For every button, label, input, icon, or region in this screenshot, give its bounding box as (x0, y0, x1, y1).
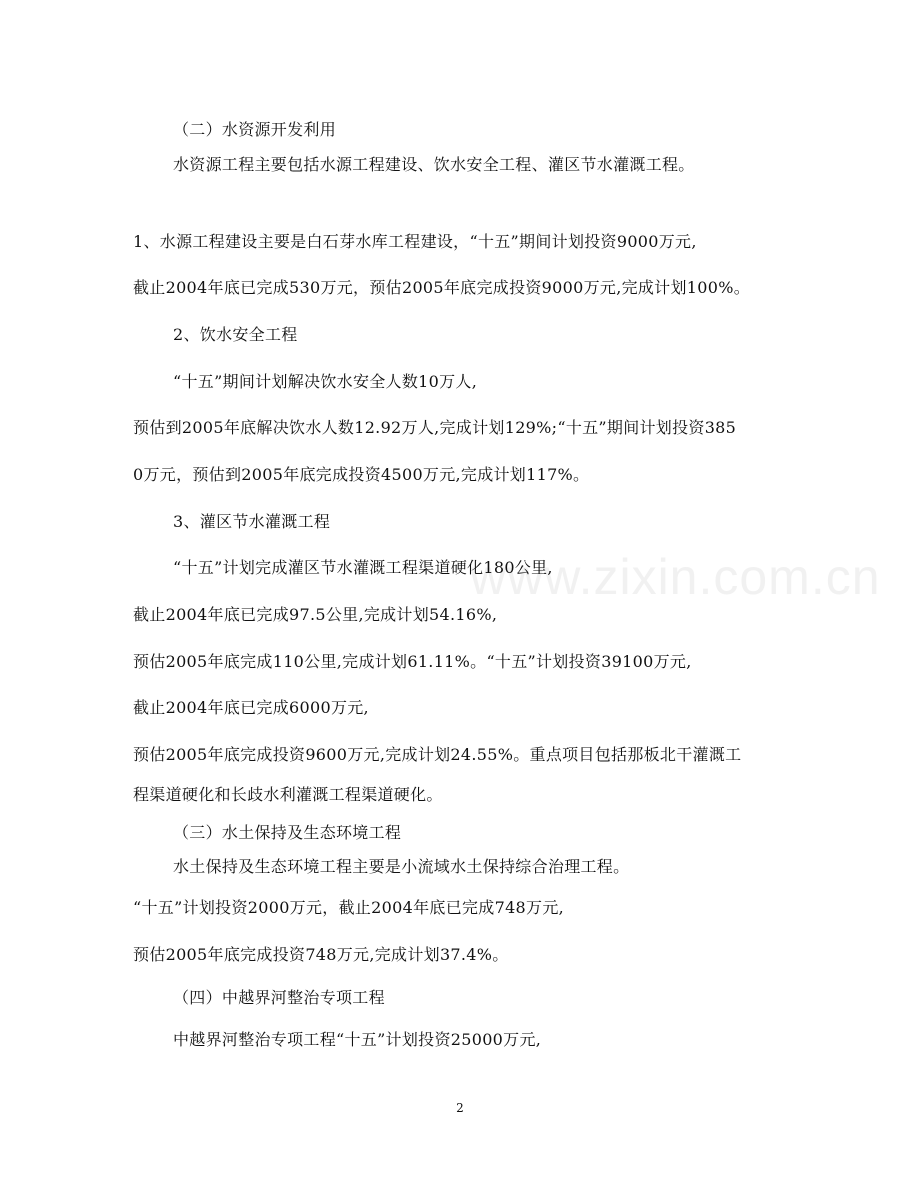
paragraph-line: 中越界河整治专项工程“十五”计划投资25000万元, (173, 1030, 542, 1049)
paragraph-line: “十五”计划投资2000万元，截止2004年底已完成748万元, (133, 898, 565, 917)
paragraph-line: 截止2004年底已完成530万元，预估2005年底完成投资9000万元,完成计划100%。 (133, 278, 751, 297)
paragraph-line: 截止2004年底已完成97.5公里,完成计划54.16%, (133, 605, 498, 624)
paragraph-line: 预估2005年底完成投资748万元,完成计划37.4%。 (133, 945, 509, 964)
paragraph-line: “十五”期间计划解决饮水安全人数10万人, (173, 372, 478, 391)
watermark: www.zixin.com.cn (470, 549, 881, 605)
subheading-drinking-water: 2、饮水安全工程 (173, 325, 298, 344)
paragraph-line: 水资源工程主要包括水源工程建设、饮水安全工程、灌区节水灌溉工程。 (173, 155, 695, 174)
paragraph-line: 预估到2005年底解决饮水人数12.92万人,完成计划129%;“十五”期间计划投资385 (133, 418, 737, 437)
paragraph-line: 截止2004年底已完成6000万元, (133, 698, 369, 717)
page-number: 2 (456, 1101, 464, 1115)
section-heading-water-resources: （二）水资源开发利用 (173, 120, 337, 139)
paragraph-line: 0万元，预估到2005年底完成投资4500万元,完成计划117%。 (133, 465, 590, 484)
section-heading-border-river: （四）中越界河整治专项工程 (173, 988, 385, 1007)
paragraph-line: “十五”计划完成灌区节水灌溉工程渠道硬化180公里, (173, 558, 553, 577)
paragraph-line: 1、水源工程建设主要是白石芽水库工程建设，“十五”期间计划投资9000万元, (133, 232, 697, 251)
paragraph-line: 预估2005年底完成110公里,完成计划61.11%。“十五”计划投资39100万元, (133, 652, 692, 671)
paragraph-line: 程渠道硬化和长歧水利灌溉工程渠道硬化。 (133, 785, 443, 804)
paragraph-line: 预估2005年底完成投资9600万元,完成计划24.55%。重点项目包括那板北干灌溉工 (133, 745, 742, 764)
paragraph-line: 水土保持及生态环境工程主要是小流域水土保持综合治理工程。 (173, 857, 630, 876)
section-heading-soil-conservation: （三）水土保持及生态环境工程 (173, 823, 402, 842)
subheading-irrigation: 3、灌区节水灌溉工程 (173, 512, 331, 531)
